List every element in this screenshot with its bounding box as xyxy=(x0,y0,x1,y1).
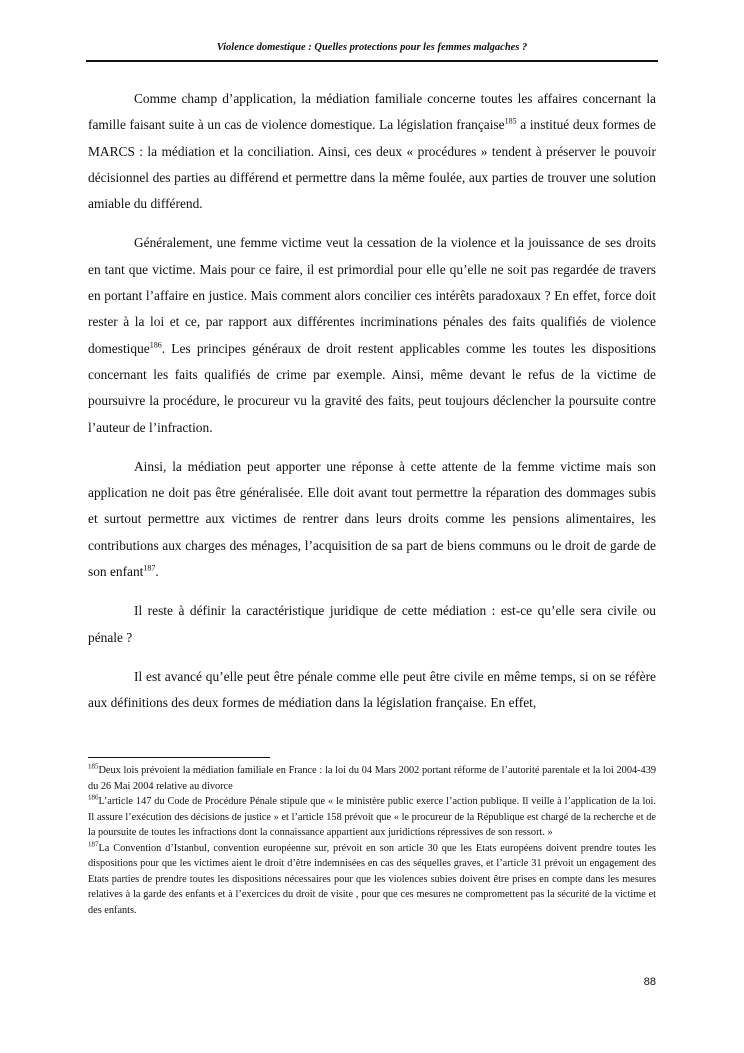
paragraph-2-text-b: . Les principes généraux de droit restent applicables comme les toutes les dispositions concernant les faits qualifiés de crime par exemple. Ainsi, même devant le refus de la victime de poursuivre la procédure, le procureur vu la gravité des faits, peut toujours déclencher la poursuite contre l’auteur de l’infraction. xyxy=(88,340,656,435)
running-header: Violence domestique : Quelles protections pour les femmes malgaches ? xyxy=(216,42,528,53)
paragraph-3-text-a: Ainsi, la médiation peut apporter une réponse à cette attente de la femme victime mais son application ne doit pas être généralisée. Elle doit avant tout permettre la réparation des dommages subis et surtout permettre aux victimes de rentrer dans leurs droits comme les pensions alimentaires, les contributions aux charges des ménages, l’acquisition de sa part de biens communs ou le droit de garde de son enfant xyxy=(88,458,656,580)
footnote-ref-185[interactable]: 185 xyxy=(504,116,517,126)
paragraph-3-text-b: . xyxy=(155,564,159,580)
paragraph-4: Il reste à définir la caractéristique juridique de cette médiation : est-ce qu’elle sera civile ou pénale ? xyxy=(88,603,656,645)
footnotes xyxy=(88,763,656,918)
footnote-number: 185 xyxy=(88,762,99,771)
footnote-text: La Convention d’Istanbul, convention européenne sur, prévoit en son article 30 que les Etats européens doivent prendre toutes les dispositions pour que les victimes aient le droit d’être indemnisées en cas des séquelles graves, et l’article 31 prévoit un engagement des Etats parties de prendre toutes les dispositions nécessaires pour que les violences subies doivent être prises en compte dans les mesures relatives à la garde des enfants et à l’exercices du droit de visite , pour que ces mesures ne compromettent pas la sécurité de la victime et des enfants. xyxy=(88,842,656,916)
footnote-187 xyxy=(88,841,656,919)
paragraph-2-text-a: Généralement, une femme victime veut la cessation de la violence et la jouissance de ses droits en tant que victime. Mais pour ce faire, il est primordial pour elle qu’elle ne soit pas regardée de travers en portant l’affaire en justice. Mais comment alors concilier ces intérêts paradoxaux ? En effet, force doit rester à la loi et ce, par rapport aux différentes incriminations pénales des faits qualifiés de violence domestique xyxy=(88,235,656,356)
paragraph-1-text-a: Comme champ d’application, la médiation familiale concerne toutes les affaires concernant la famille faisant suite à un cas de violence domestique. La législation française xyxy=(88,91,656,133)
footnote-number: 186 xyxy=(88,793,99,802)
footnote-text: Deux lois prévoient la médiation familiale en France : la loi du 04 Mars 2002 portant réforme de l’autorité parentale et la loi 2004-439 du 26 Mai 2004 relative au divorce xyxy=(88,765,656,792)
paragraph-3 xyxy=(88,454,656,585)
paragraph-1 xyxy=(88,86,656,217)
footnote-separator xyxy=(88,757,270,758)
paragraph-5: Il est avancé qu’elle peut être pénale comme elle peut être civile en même temps, si on se réfère aux définitions des deux formes de médiation dans la législation française. En effet, xyxy=(88,668,656,711)
header-rule xyxy=(86,60,658,62)
paragraph-2 xyxy=(88,230,656,440)
footnote-186 xyxy=(88,794,656,841)
footnote-185 xyxy=(88,763,656,794)
footnote-text: L’article 147 du Code de Procédure Pénale stipule que « le ministère public exerce l’action publique. Il veille à l’application de la loi. Il assure l’exécution des décisions de justice » et l’article 158 prévoit que « le procureur de la République est chargé de la recherche et de la poursuite de toutes les infractions dont la connaissance appartient aux juridictions répressives de son ressort. » xyxy=(88,796,656,838)
footnote-ref-187[interactable]: 187 xyxy=(143,563,156,573)
footnote-number: 187 xyxy=(88,840,99,849)
page-number: 88 xyxy=(643,976,656,988)
body-text xyxy=(88,86,656,730)
paragraph-1-text-b: a institué deux formes de MARCS : la médiation et la conciliation. Ainsi, ces deux « procédures » tendent à préserver le pouvoir décisionnel des parties au différend et permettre dans la même foulée, aux parties de trouver une solution amiable du différend. xyxy=(88,117,656,212)
footnote-ref-186[interactable]: 186 xyxy=(149,340,162,350)
